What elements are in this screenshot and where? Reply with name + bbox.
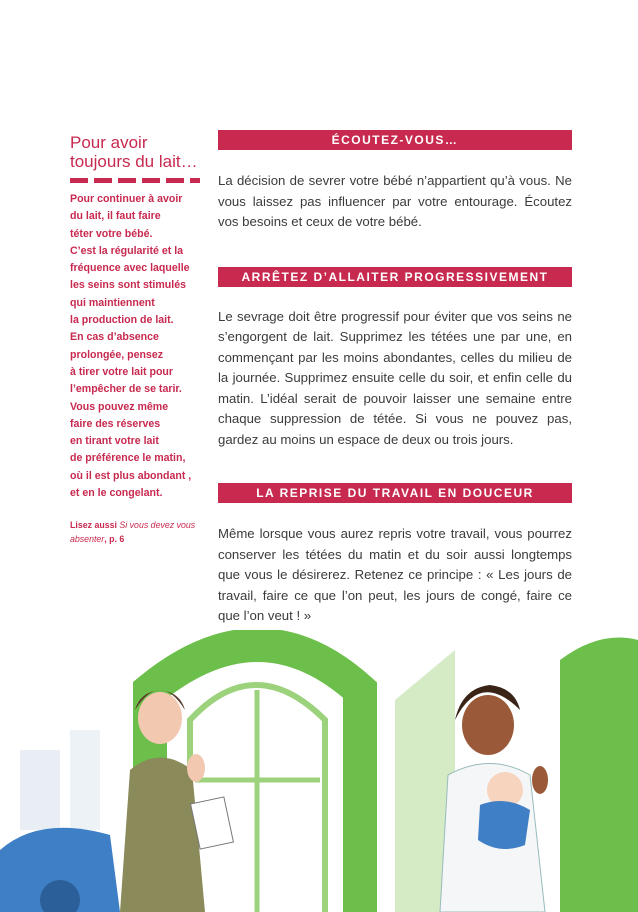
building-shape	[20, 750, 60, 830]
dashed-divider	[70, 178, 200, 183]
sidebar-line: faire des réserves	[70, 417, 161, 430]
sidebar-line: qui maintiennent	[70, 296, 155, 309]
sidebar-line: téter votre bébé.	[70, 227, 153, 240]
section-heading-reprise: LA REPRISE DU TRAVAIL EN DOUCEUR	[218, 483, 572, 503]
woman-hand	[187, 754, 205, 782]
section-heading-ecoutez: ÉCOUTEZ-VOUS…	[218, 130, 572, 150]
sidebar-line: prolongée, pensez	[70, 348, 164, 361]
main-column	[218, 130, 572, 627]
sidebar-line: à tirer votre lait pour	[70, 365, 174, 378]
sidebar-line: de préférence le matin,	[70, 452, 186, 465]
section-text-reprise: Même lorsque vous aurez repris votre travail, vous pourrez conserver les tétées du matin et du soir aussi longtemps que vous le désirerez. Retenez ce principe : « Les jours de travail, faire ce que l’on peut, les jours de congé, faire ce que l’on veut ! »	[218, 526, 572, 623]
green-wall	[560, 638, 638, 912]
mother-hand	[532, 766, 548, 794]
sidebar-line: la production de lait.	[70, 314, 174, 327]
building-shape	[70, 730, 100, 830]
sidebar-line: fréquence avec laquelle	[70, 262, 190, 275]
see-also-link[interactable]: Si vous devez vous absenter	[70, 520, 196, 545]
sidebar-line: les seins sont stimulés	[70, 279, 186, 292]
see-also-suffix: , p. 6	[104, 534, 125, 545]
sidebar-box	[70, 133, 206, 546]
section-heading-arretez: ARRÊTEZ D’ALLAITER PROGRESSIVEMENT	[218, 267, 572, 287]
sidebar-line: C’est la régularité et la	[70, 244, 184, 257]
sidebar-line: du lait, il faut faire	[70, 210, 161, 223]
sidebar-line: où il est plus abondant ,	[70, 469, 192, 482]
sidebar-title: Pour avoir toujours du lait…	[70, 133, 198, 171]
sidebar-text	[70, 191, 206, 502]
sidebar-line: En cas d’absence	[70, 331, 159, 344]
see-also-prefix: Lisez aussi	[70, 520, 120, 531]
section-text-arretez: Le sevrage doit être progressif pour éviter que vos seins ne s’engorgent de lait. Supprimez les tétées une par une, en commençant par les moins abondantes, celles du milieu de la journée. Supprimez ensuite celle du soir, et enfin celle du matin. L’idéal serait de pouvoir laisser une semaine entre chaque suppression de tétée. Si vous ne pouvez pas, gardez au moins un espace de deux ou trois jours.	[218, 308, 572, 447]
section-text-ecoutez: La décision de sevrer votre bébé n’appartient qu’à vous. Ne vous laissez pas influencer par votre entourage. Écoutez vos besoins et ceux de votre bébé.	[218, 173, 572, 229]
baby-body	[478, 801, 530, 849]
sidebar-line: Pour continuer à avoir	[70, 193, 183, 205]
sidebar-line: et en le congelant.	[70, 487, 163, 500]
sidebar-line: l’empêcher de se tarir.	[70, 383, 182, 396]
illustration-mothers-with-baby	[0, 630, 638, 912]
mother-head	[462, 695, 514, 755]
sidebar-line: en tirant votre lait	[70, 435, 159, 448]
woman-head	[138, 692, 182, 744]
sidebar-line: Vous pouvez même	[70, 400, 169, 413]
see-also-note	[70, 518, 206, 546]
